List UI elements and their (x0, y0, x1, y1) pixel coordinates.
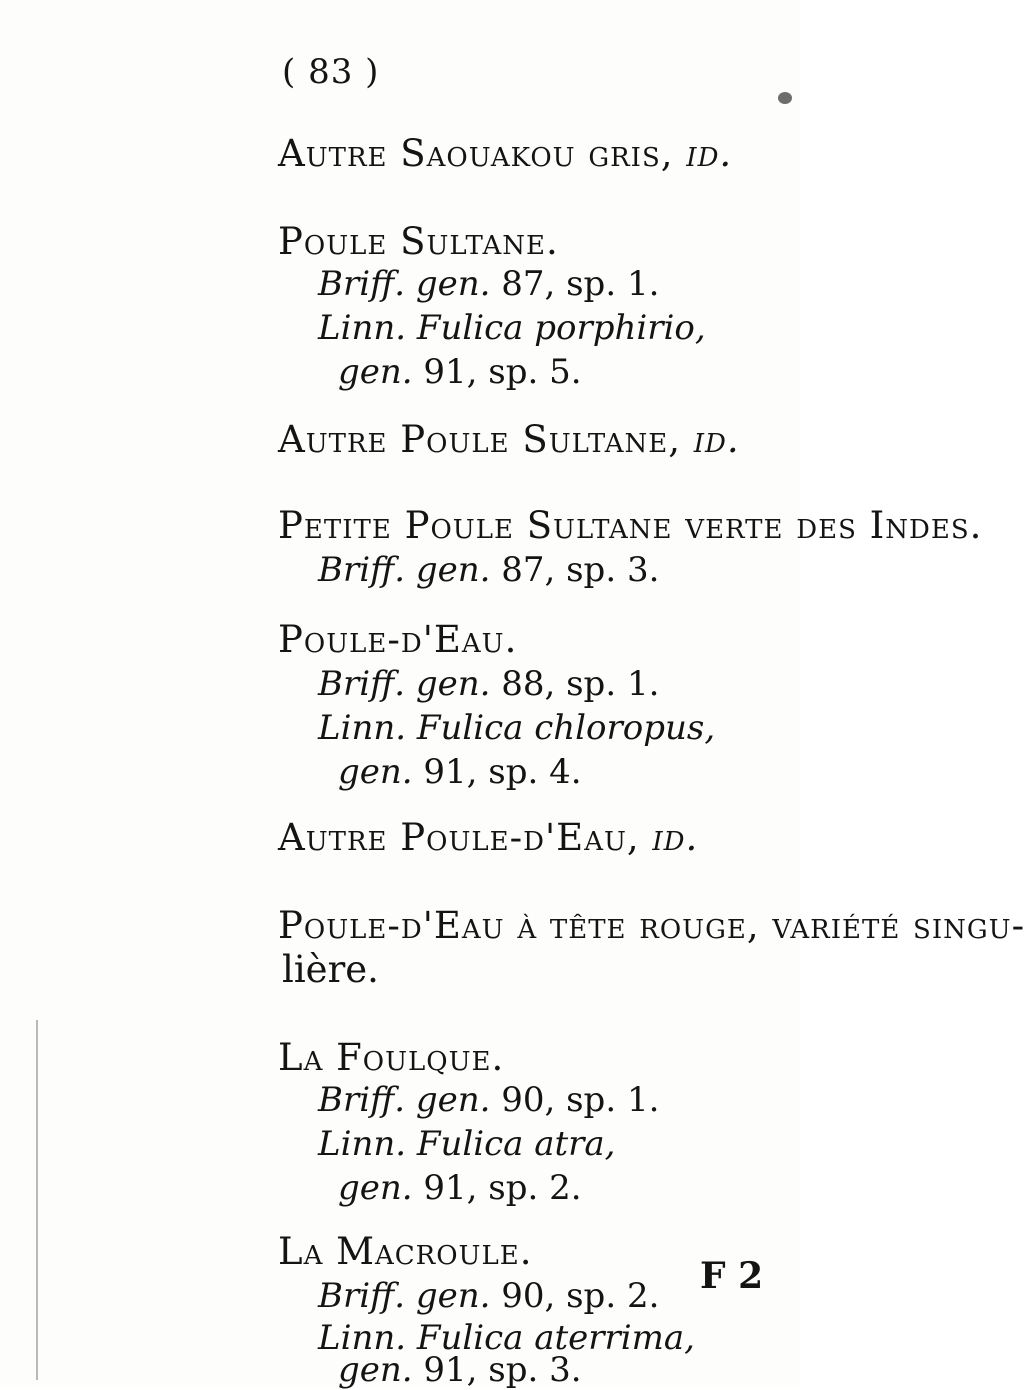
reference-line: Linn. Fulica porphirio, (318, 308, 706, 348)
entry-title: Autre Poule-d'Eau, (278, 816, 640, 859)
signature-mark: F 2 (700, 1255, 764, 1297)
entry-title: La Foulque. (278, 1036, 505, 1079)
entry-poule-d-eau-tete-rouge (278, 904, 1025, 947)
entry-poule-sultane (278, 220, 559, 263)
reference-line: Briff. gen. 87, sp. 1. (318, 264, 660, 304)
entry-title: Poule-d'Eau. (278, 618, 518, 661)
reference-line: Briff. gen. 90, sp. 1. (318, 1080, 660, 1120)
reference-line: Linn. Fulica aterrima, (318, 1318, 695, 1358)
entry-title: La Macroule. (278, 1230, 533, 1273)
entry-continuation: lière. (282, 948, 379, 991)
ink-spot (778, 92, 792, 104)
entry-la-macroule (278, 1230, 532, 1273)
entry-title: Autre Poule Sultane, (278, 418, 682, 461)
reference-line: gen. 91, sp. 5. (338, 352, 582, 392)
reference-line: Briff. gen. 90, sp. 2. (318, 1276, 660, 1316)
page-number: ( 83 ) (282, 52, 380, 92)
entry-suffix: id. (652, 816, 699, 859)
entry-poule-d-eau (278, 618, 517, 661)
entry-title: Poule-d'Eau à tête rouge, variété singu- (278, 904, 1025, 947)
page-edge-shadow (36, 1020, 38, 1380)
reference-line: gen. 91, sp. 2. (338, 1168, 582, 1208)
entry-title: Autre Saouakou gris, (278, 132, 674, 175)
reference-line: Briff. gen. 87, sp. 3. (318, 550, 660, 590)
reference-line: gen. 91, sp. 3. (338, 1350, 582, 1390)
entry-suffix: id. (693, 418, 740, 461)
entry-autre-poule-d-eau (278, 816, 698, 859)
entry-autre-poule-sultane (278, 418, 740, 461)
entry-autre-saouakou (278, 132, 732, 175)
entry-title: Petite Poule Sultane verte des Indes. (278, 504, 983, 547)
entry-suffix: id. (686, 132, 733, 175)
reference-line: Briff. gen. 88, sp. 1. (318, 664, 660, 704)
entry-title: Poule Sultane. (278, 220, 559, 263)
reference-line: Linn. Fulica chloropus, (318, 708, 716, 748)
entry-la-foulque (278, 1036, 504, 1079)
reference-line: gen. 91, sp. 4. (338, 752, 582, 792)
entry-petite-poule-sultane (278, 504, 982, 547)
reference-line: Linn. Fulica atra, (318, 1124, 616, 1164)
